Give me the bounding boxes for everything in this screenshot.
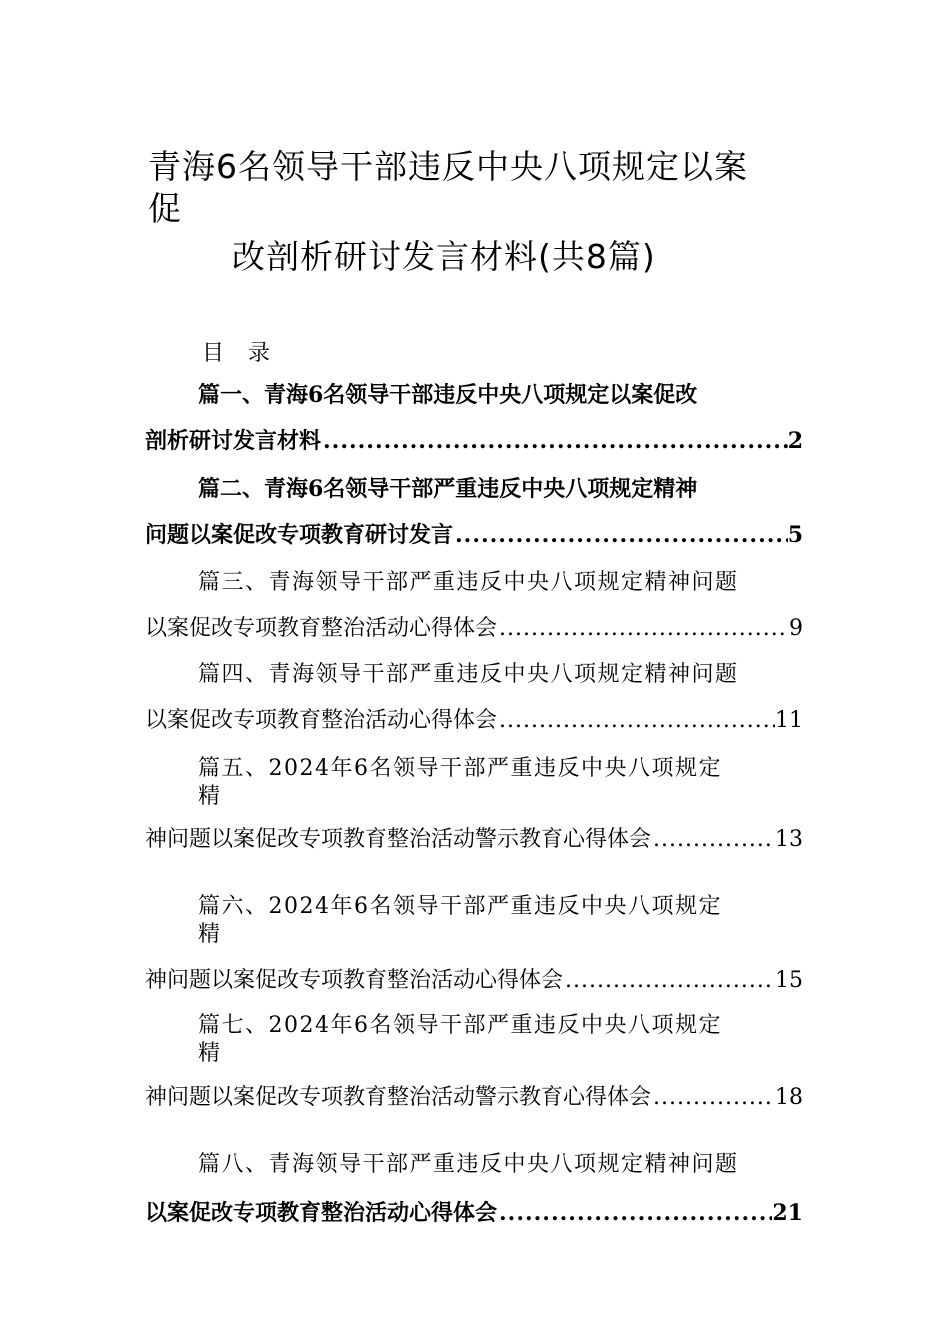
toc-entry-leader-line — [145, 707, 803, 735]
toc-entry-leader-line — [145, 1199, 803, 1227]
toc-dot-leader — [497, 1199, 772, 1227]
toc-entry-title-cont: 问题以案促改专项教育研讨发言 — [145, 522, 454, 548]
toc-entry-title-cont: 剖析研讨发言材料 — [145, 428, 322, 454]
toc-entry-title-wrap: 精 — [198, 784, 221, 809]
toc-entry-title: 篇五、2024年6名领导干部严重违反中央八项规定 — [198, 756, 722, 781]
toc-entry-leader-line — [145, 427, 803, 455]
toc-entry-title-cont: 神问题以案促改专项教育整治活动心得体会 — [145, 968, 564, 993]
toc-dot-leader — [651, 1084, 775, 1112]
document-title-line-1-wrap: 促 — [148, 189, 182, 228]
toc-dot-leader — [453, 521, 788, 549]
toc-entry-title: 篇四、青海领导干部严重违反中央八项规定精神问题 — [198, 662, 739, 687]
toc-page-number: 15 — [775, 968, 803, 993]
toc-dot-leader — [651, 826, 775, 854]
toc-page-number: 5 — [787, 522, 803, 548]
toc-page-number: 13 — [775, 827, 803, 852]
toc-entry-title-wrap: 精 — [198, 1041, 221, 1066]
toc-entry-title: 篇三、青海领导干部严重违反中央八项规定精神问题 — [198, 570, 739, 595]
toc-entry-title-wrap: 精 — [198, 922, 221, 947]
toc-entry-title: 篇七、2024年6名领导干部严重违反中央八项规定 — [198, 1013, 722, 1038]
toc-entry-title: 篇八、青海领导干部严重违反中央八项规定精神问题 — [198, 1152, 739, 1177]
toc-dot-leader — [497, 615, 789, 643]
toc-page-number: 18 — [775, 1085, 803, 1110]
document-title-line-2: 改剖析研讨发言材料(共8篇) — [232, 237, 656, 276]
toc-entry-leader-line — [145, 521, 803, 549]
toc-entry-title-cont: 以案促改专项教育整治活动心得体会 — [145, 616, 498, 641]
toc-entry-title-cont: 神问题以案促改专项教育整治活动警示教育心得体会 — [145, 1085, 652, 1110]
toc-dot-leader — [563, 967, 775, 995]
toc-entry-title-cont: 以案促改专项教育整治活动心得体会 — [145, 708, 498, 733]
toc-page-number: 9 — [789, 616, 803, 641]
toc-entry-leader-line — [145, 1084, 803, 1112]
toc-entry-title-cont: 以案促改专项教育整治活动心得体会 — [145, 1200, 498, 1226]
toc-page-number: 21 — [772, 1200, 803, 1226]
toc-dot-leader — [321, 427, 788, 455]
toc-entry-title: 篇一、青海6名领导干部违反中央八项规定以案促改 — [198, 382, 698, 408]
toc-entry-title: 篇二、青海6名领导干部严重违反中央八项规定精神 — [198, 476, 698, 502]
document-title-line-1: 青海6名领导干部违反中央八项规定以案 — [148, 147, 748, 186]
toc-entry-title: 篇六、2024年6名领导干部严重违反中央八项规定 — [198, 894, 722, 919]
toc-entry-leader-line — [145, 967, 803, 995]
toc-page-number: 2 — [787, 428, 803, 454]
toc-heading: 目录 — [202, 341, 295, 366]
toc-entry-title-cont: 神问题以案促改专项教育整治活动警示教育心得体会 — [145, 827, 652, 852]
toc-entry-leader-line — [145, 826, 803, 854]
toc-page-number: 11 — [775, 708, 803, 733]
toc-entry-leader-line — [145, 615, 803, 643]
toc-dot-leader — [497, 707, 775, 735]
